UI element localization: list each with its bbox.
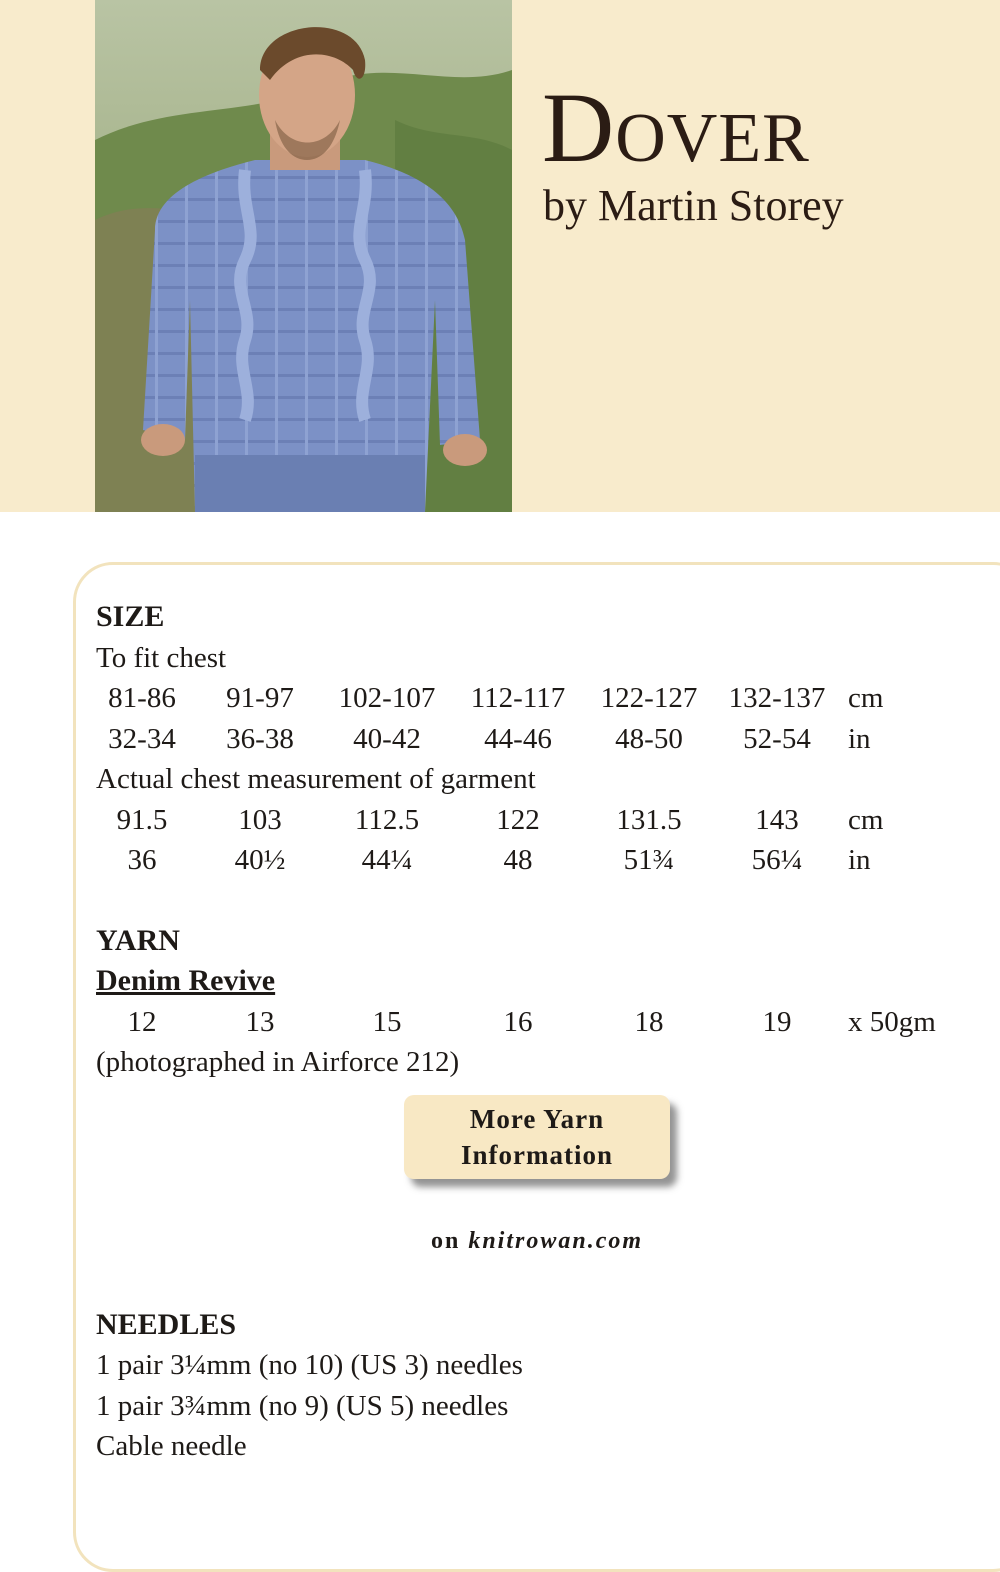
yarn-quantity: 16 xyxy=(503,1005,533,1038)
yarn-quantity: 19 xyxy=(762,1005,792,1038)
size-value: 122 xyxy=(496,803,540,836)
man-in-cable-knit-sweater-photo xyxy=(95,0,512,512)
unit-label: cm xyxy=(848,682,884,714)
size-value: 32-34 xyxy=(108,722,176,755)
size-value: 48 xyxy=(503,844,533,876)
size-value: 91-97 xyxy=(226,682,294,714)
size-value: 103 xyxy=(238,803,282,836)
yarn-quantity: 18 xyxy=(634,1005,664,1038)
pattern-details xyxy=(96,597,976,1467)
size-value: 36-38 xyxy=(226,722,294,755)
yarn-name: Denim Revive xyxy=(96,964,276,997)
size-value: 143 xyxy=(755,803,799,836)
designer-byline: by Martin Storey xyxy=(543,181,844,230)
size-value: 56¼ xyxy=(751,844,803,876)
to-fit-in-row xyxy=(96,719,976,760)
size-value: 44-46 xyxy=(484,722,552,755)
to-fit-chest-label: To fit chest xyxy=(96,641,227,674)
yarn-quantity-row xyxy=(96,1002,976,1043)
actual-in-row xyxy=(96,840,976,881)
needle-item: 1 pair 3¼mm (no 10) (US 3) needles xyxy=(96,1349,523,1381)
size-value: 112.5 xyxy=(354,803,420,836)
needle-item: 1 pair 3¾mm (no 9) (US 5) needles xyxy=(96,1389,509,1422)
needle-item: Cable needle xyxy=(96,1430,247,1462)
yarn-heading: YARN xyxy=(96,923,180,957)
unit-label: in xyxy=(848,722,871,755)
size-value: 122-127 xyxy=(600,682,698,714)
more-yarn-information-button[interactable] xyxy=(404,1095,670,1179)
site-line xyxy=(96,1221,978,1262)
size-value: 44¼ xyxy=(361,844,413,876)
size-value: 132-137 xyxy=(728,682,826,714)
unit-label: cm xyxy=(848,803,884,836)
button-line: More Yarn xyxy=(469,1103,605,1134)
unit-label: in xyxy=(848,844,871,876)
size-value: 40½ xyxy=(234,844,286,876)
photographed-note: (photographed in Airforce 212) xyxy=(96,1046,460,1078)
size-value: 81-86 xyxy=(108,682,176,714)
size-value: 52-54 xyxy=(743,722,811,755)
size-heading: SIZE xyxy=(96,600,165,633)
pattern-title: Dover xyxy=(542,72,810,183)
yarn-info-block xyxy=(96,1083,976,1305)
actual-cm-row xyxy=(96,800,976,841)
actual-chest-label: Actual chest measurement of garment xyxy=(96,763,536,795)
size-value: 40-42 xyxy=(353,722,421,755)
yarn-quantity: 13 xyxy=(245,1005,275,1038)
yarn-unit: x 50gm xyxy=(848,1005,936,1038)
size-value: 102-107 xyxy=(338,682,436,714)
yarn-quantity: 12 xyxy=(127,1005,157,1038)
size-value: 131.5 xyxy=(616,803,682,836)
on-label: on xyxy=(430,1227,461,1254)
needles-heading: NEEDLES xyxy=(96,1307,237,1341)
size-value: 91.5 xyxy=(116,803,168,836)
site-link[interactable]: knitrowan.com xyxy=(468,1227,644,1254)
size-value: 48-50 xyxy=(615,722,683,755)
size-value: 51¾ xyxy=(623,844,675,876)
yarn-quantity: 15 xyxy=(372,1005,402,1038)
to-fit-cm-row xyxy=(96,678,976,719)
button-line: Information xyxy=(461,1139,613,1170)
size-value: 36 xyxy=(127,844,157,876)
size-value: 112-117 xyxy=(470,682,566,714)
